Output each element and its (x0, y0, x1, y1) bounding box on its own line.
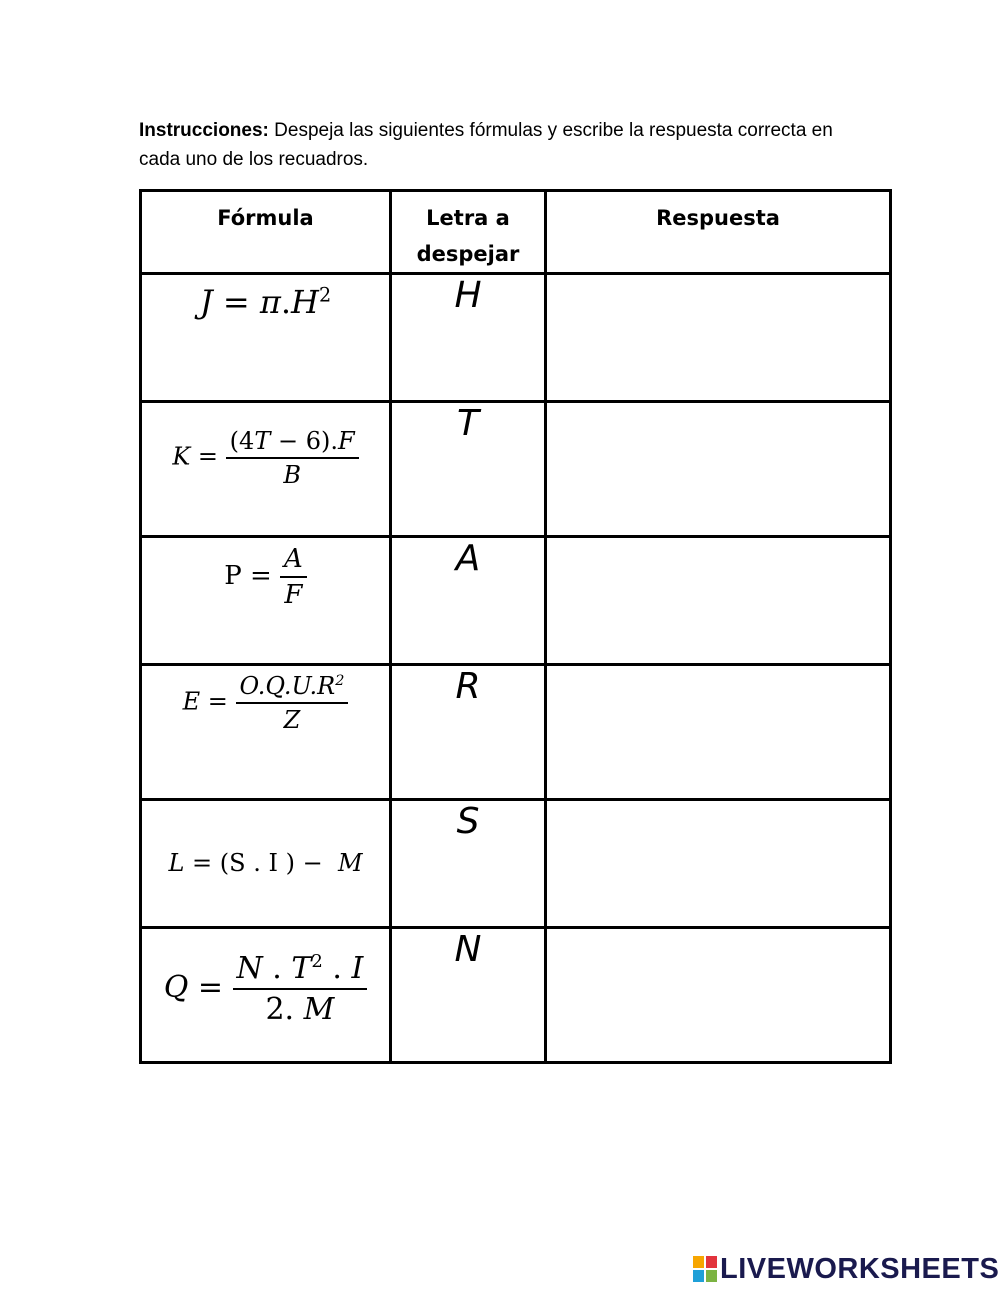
answer-cell[interactable] (546, 537, 891, 665)
formula-cell (141, 800, 391, 928)
formula: L = (S . I ) − M (168, 849, 363, 877)
table-row (141, 274, 891, 402)
formula: P = $\frac{A}{F}$ (142, 538, 389, 610)
table-row (141, 928, 891, 1063)
target-letter: R (391, 665, 546, 800)
target-letter: N (391, 928, 546, 1063)
instructions (139, 116, 879, 174)
header-letter (391, 191, 546, 274)
formula: Q = $\frac{N . T^2 . I}{2. M}$ (142, 929, 389, 1027)
formula-cell (141, 274, 391, 402)
logo-text: LIVEWORKSHEETS (720, 1252, 1000, 1285)
table-row (141, 402, 891, 537)
table-row (141, 800, 891, 928)
liveworksheets-logo (693, 1253, 999, 1285)
answer-input[interactable] (547, 666, 889, 798)
header-row (141, 191, 891, 274)
formula: E = $\frac{O.Q.U.R^2}{Z}$ (142, 666, 389, 734)
formula: K = $\frac{(4T - 6).F}{B}$ (142, 403, 389, 489)
answer-cell[interactable] (546, 402, 891, 537)
formula: $J = \pi.H^2$ (199, 283, 332, 321)
answer-cell[interactable] (546, 800, 891, 928)
answer-input[interactable] (547, 403, 889, 535)
answer-cell[interactable] (546, 274, 891, 402)
logo-icon (693, 1256, 717, 1282)
answer-input[interactable] (547, 275, 889, 400)
worksheet-table (139, 189, 892, 1064)
answer-input[interactable] (547, 538, 889, 663)
target-letter: S (391, 800, 546, 928)
table-row (141, 665, 891, 800)
formula-cell (141, 402, 391, 537)
target-letter: H (391, 274, 546, 402)
answer-input[interactable] (547, 801, 889, 926)
table-row (141, 537, 891, 665)
formula-cell (141, 665, 391, 800)
instructions-text: Despeja las siguientes fórmulas y escribe la respuesta correcta en cada uno de los recuadros. (139, 120, 833, 170)
instructions-label: Instrucciones: (139, 120, 269, 141)
target-letter: T (391, 402, 546, 537)
target-letter: A (391, 537, 546, 665)
answer-input[interactable] (547, 929, 889, 1061)
header-answer: Respuesta (546, 191, 891, 274)
header-formula: Fórmula (141, 191, 391, 274)
answer-cell[interactable] (546, 665, 891, 800)
answer-cell[interactable] (546, 928, 891, 1063)
header-letter-line1: Letra a (426, 206, 510, 230)
header-letter-line2: despejar (416, 242, 520, 266)
formula-cell (141, 928, 391, 1063)
formula-cell (141, 537, 391, 665)
